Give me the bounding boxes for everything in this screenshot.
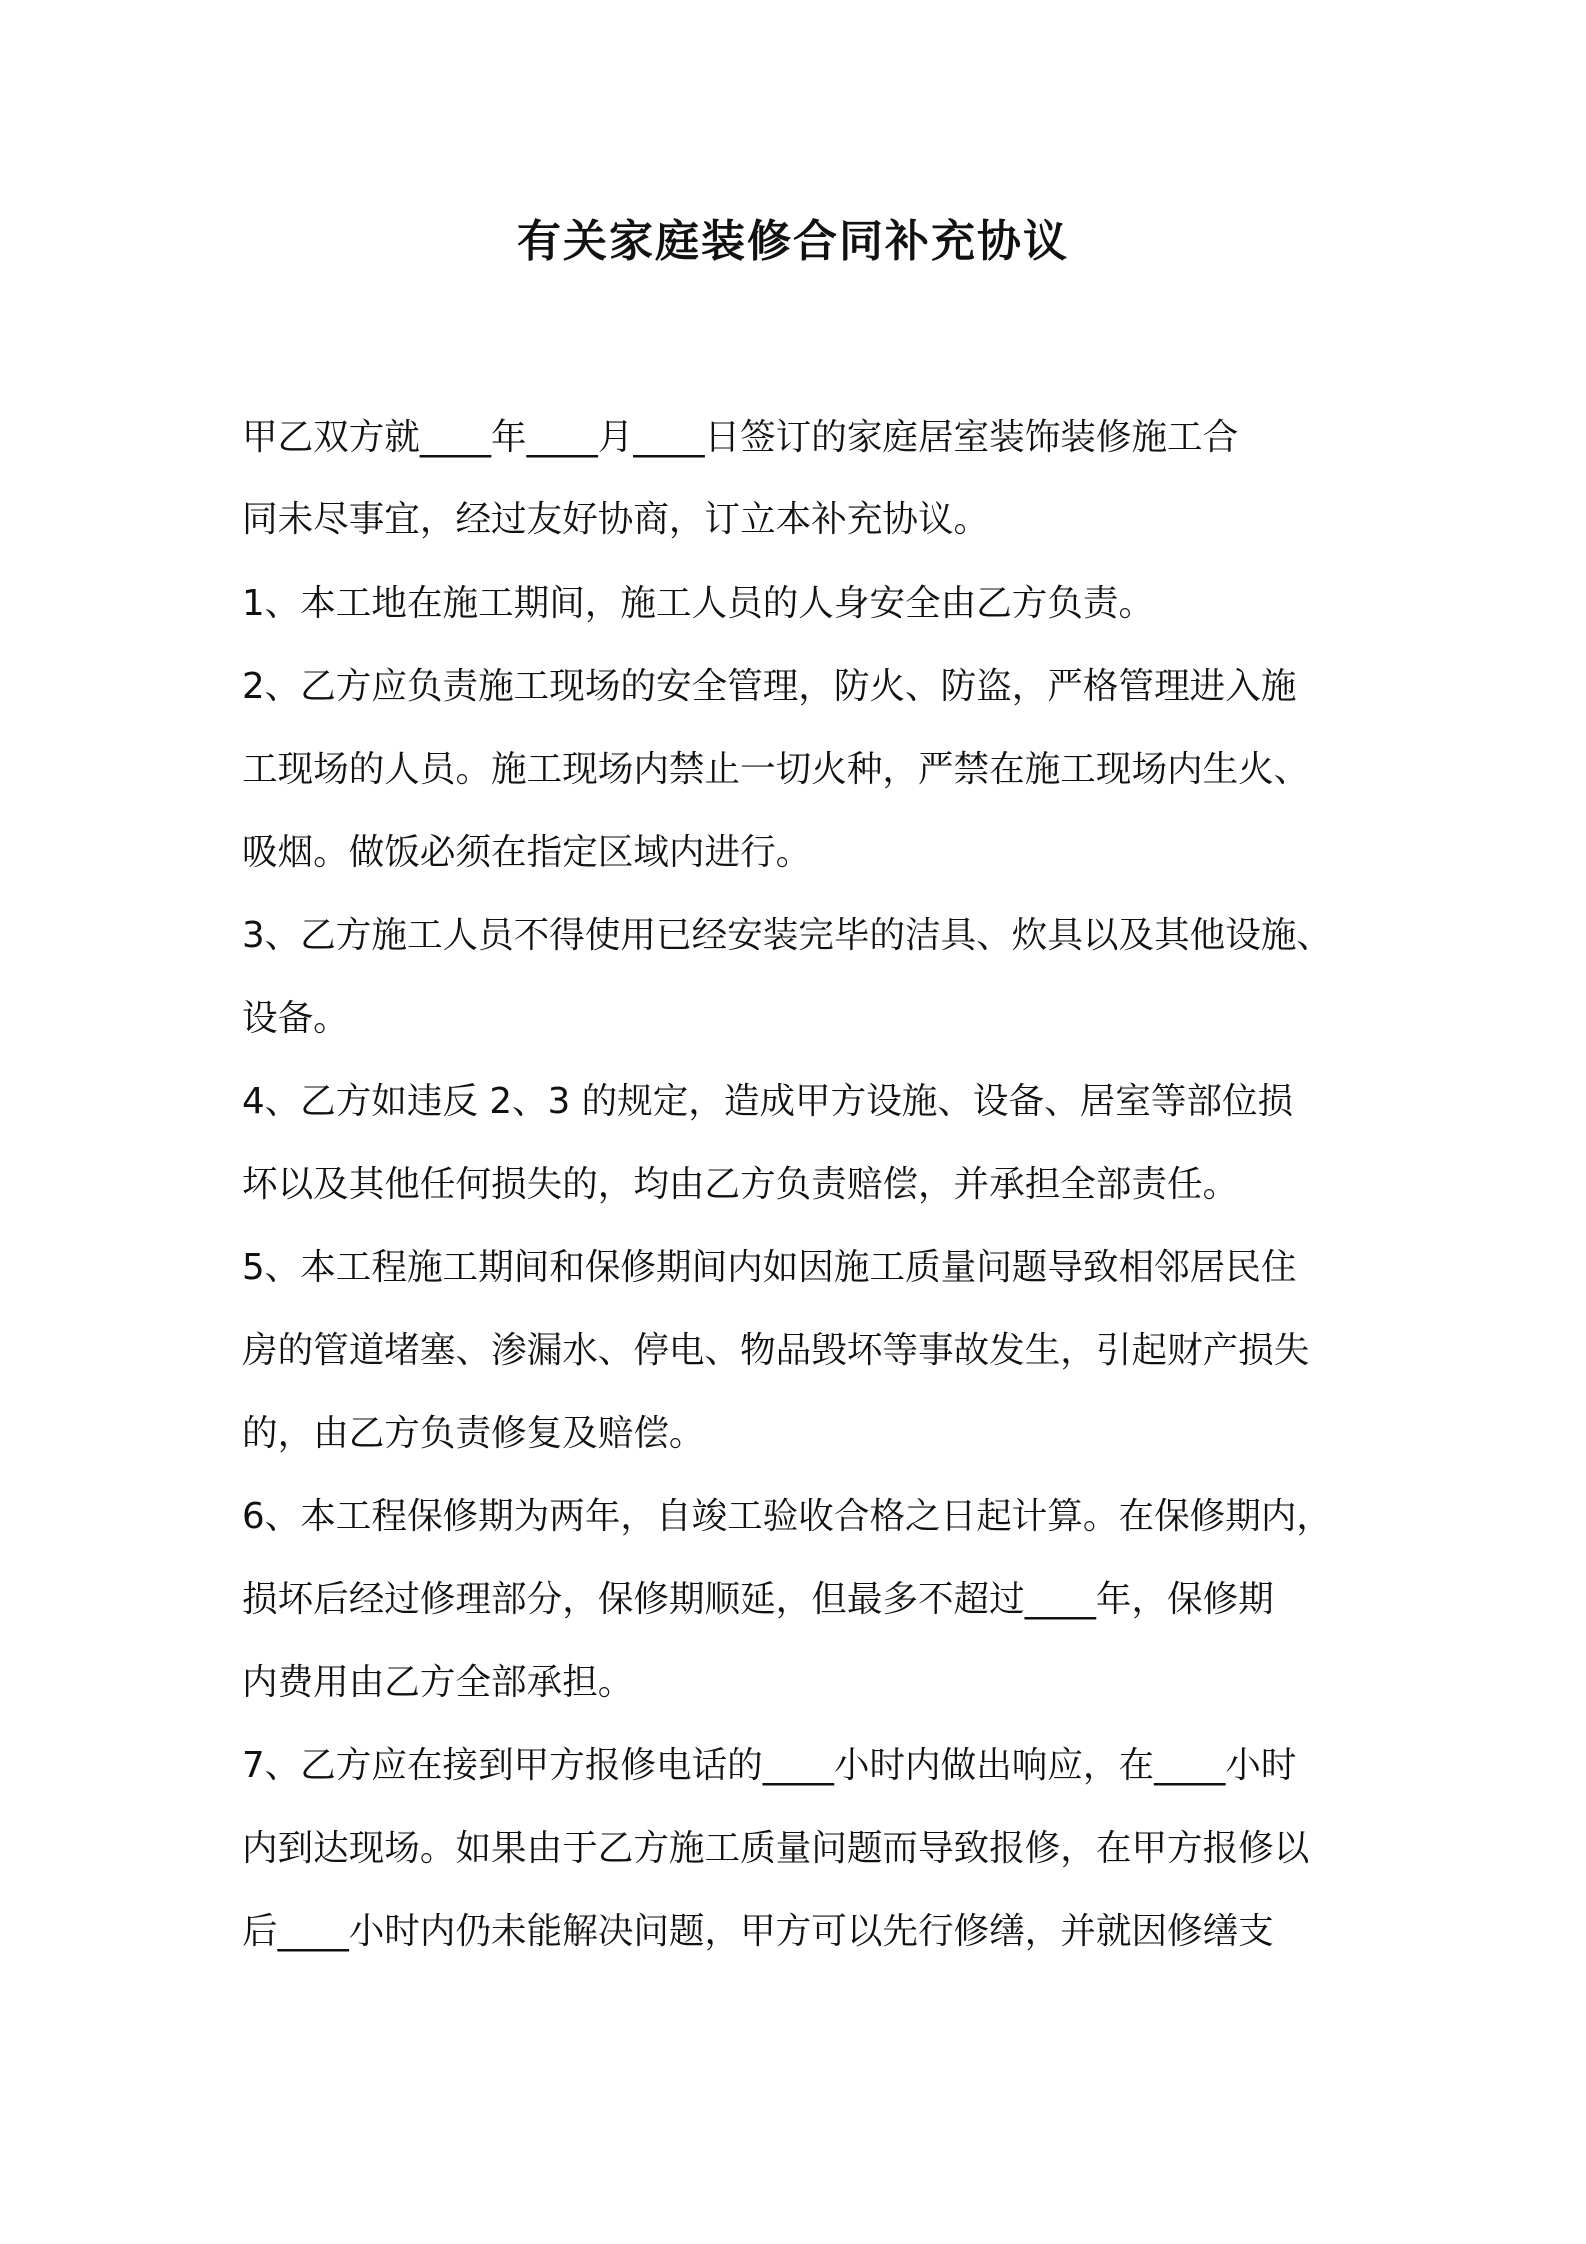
text-line: 甲乙双方就____年____月____日签订的家庭居室装饰装修施工合 [242, 417, 1239, 458]
text-line: 工现场的人员。施工现场内禁止一切火种，严禁在施工现场内生火、 [242, 749, 1310, 790]
text-line: 6、本工程保修期为两年，自竣工验收合格之日起计算。在保修期内， [242, 1496, 1332, 1537]
text-line: 1、本工地在施工期间，施工人员的人身安全由乙方负责。 [242, 583, 1155, 624]
text-line: 4、乙方如违反 2、3 的规定，造成甲方设施、设备、居室等部位损 [242, 1081, 1294, 1122]
text-line: 内费用由乙方全部承担。 [242, 1662, 634, 1703]
text-line: 同未尽事宜，经过友好协商，订立本补充协议。 [242, 499, 990, 540]
text-line: 坏以及其他任何损失的，均由乙方负责赔偿，并承担全部责任。 [242, 1164, 1239, 1205]
text-line: 设备。 [242, 998, 349, 1039]
text-line: 5、本工程施工期间和保修期间内如因施工质量问题导致相邻居民住 [242, 1247, 1297, 1288]
text-line: 2、乙方应负责施工现场的安全管理，防火、防盗，严格管理进入施 [242, 666, 1297, 707]
text-line: 损坏后经过修理部分，保修期顺延，但最多不超过____年，保修期 [242, 1579, 1274, 1620]
text-line: 内到达现场。如果由于乙方施工质量问题而导致报修，在甲方报修以 [242, 1828, 1310, 1869]
document-title: 有关家庭装修合同补充协议 [517, 216, 1069, 267]
text-line: 房的管道堵塞、渗漏水、停电、物品毁坏等事故发生，引起财产损失 [242, 1330, 1310, 1371]
text-line: 7、乙方应在接到甲方报修电话的____小时内做出响应，在____小时 [242, 1745, 1297, 1786]
text-line: 的，由乙方负责修复及赔偿。 [242, 1413, 705, 1454]
text-line: 吸烟。做饭必须在指定区域内进行。 [242, 832, 812, 873]
text-line: 3、乙方施工人员不得使用已经安装完毕的洁具、炊具以及其他设施、 [242, 915, 1332, 956]
text-line: 后____小时内仍未能解决问题，甲方可以先行修缮，并就因修缮支 [242, 1911, 1274, 1952]
